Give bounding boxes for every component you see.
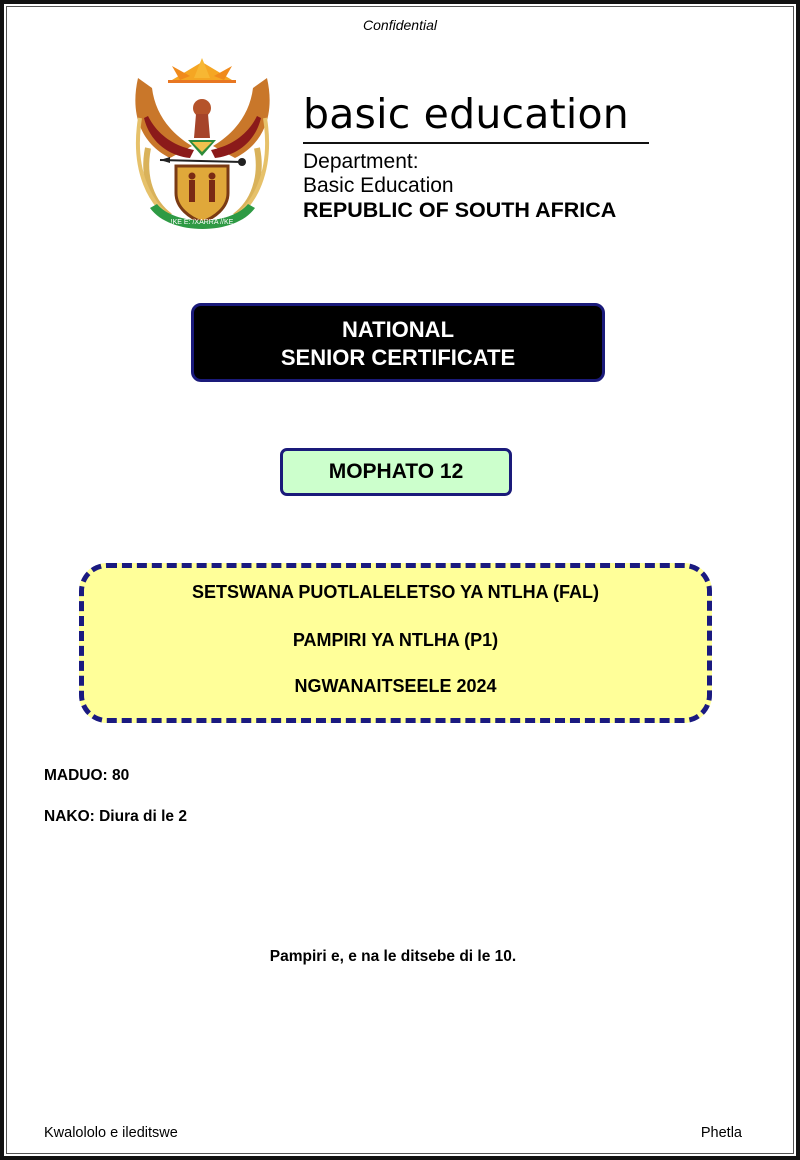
department-name: Basic Education (303, 174, 454, 197)
certificate-line-1: NATIONAL (341, 317, 455, 342)
total-marks: MADUO: 80 (44, 767, 130, 784)
department-branding (303, 90, 653, 222)
footer-copyright: Kwalololo e ileditswe (44, 1125, 178, 1141)
page-count-note: Pampiri e, e na le ditsebe di le 10. (269, 948, 517, 965)
country-name: REPUBLIC OF SOUTH AFRICA (303, 198, 617, 222)
crest-motto: !KE E: /XARRA //KE (170, 219, 234, 226)
subject-name: SETSWANA PUOTLALELETSO YA NTLHA (FAL) (191, 582, 599, 602)
brand-divider (303, 142, 649, 144)
exam-duration: NAKO: Diura di le 2 (44, 808, 187, 825)
paper-number: PAMPIRI YA NTLHA (P1) (292, 630, 499, 650)
brand-title: basic education (303, 90, 629, 138)
certificate-banner (191, 303, 605, 382)
department-label: Department: (303, 150, 419, 173)
footer-turn-over: Phetla (700, 1125, 742, 1141)
certificate-line-2: SENIOR CERTIFICATE (280, 345, 516, 370)
coat-of-arms-icon (130, 58, 275, 236)
exam-session: NGWANAITSEELE 2024 (294, 676, 497, 696)
grade-badge: MOPHATO 12 (280, 448, 512, 496)
confidential-label: Confidential (363, 17, 437, 33)
subject-panel (79, 563, 712, 723)
